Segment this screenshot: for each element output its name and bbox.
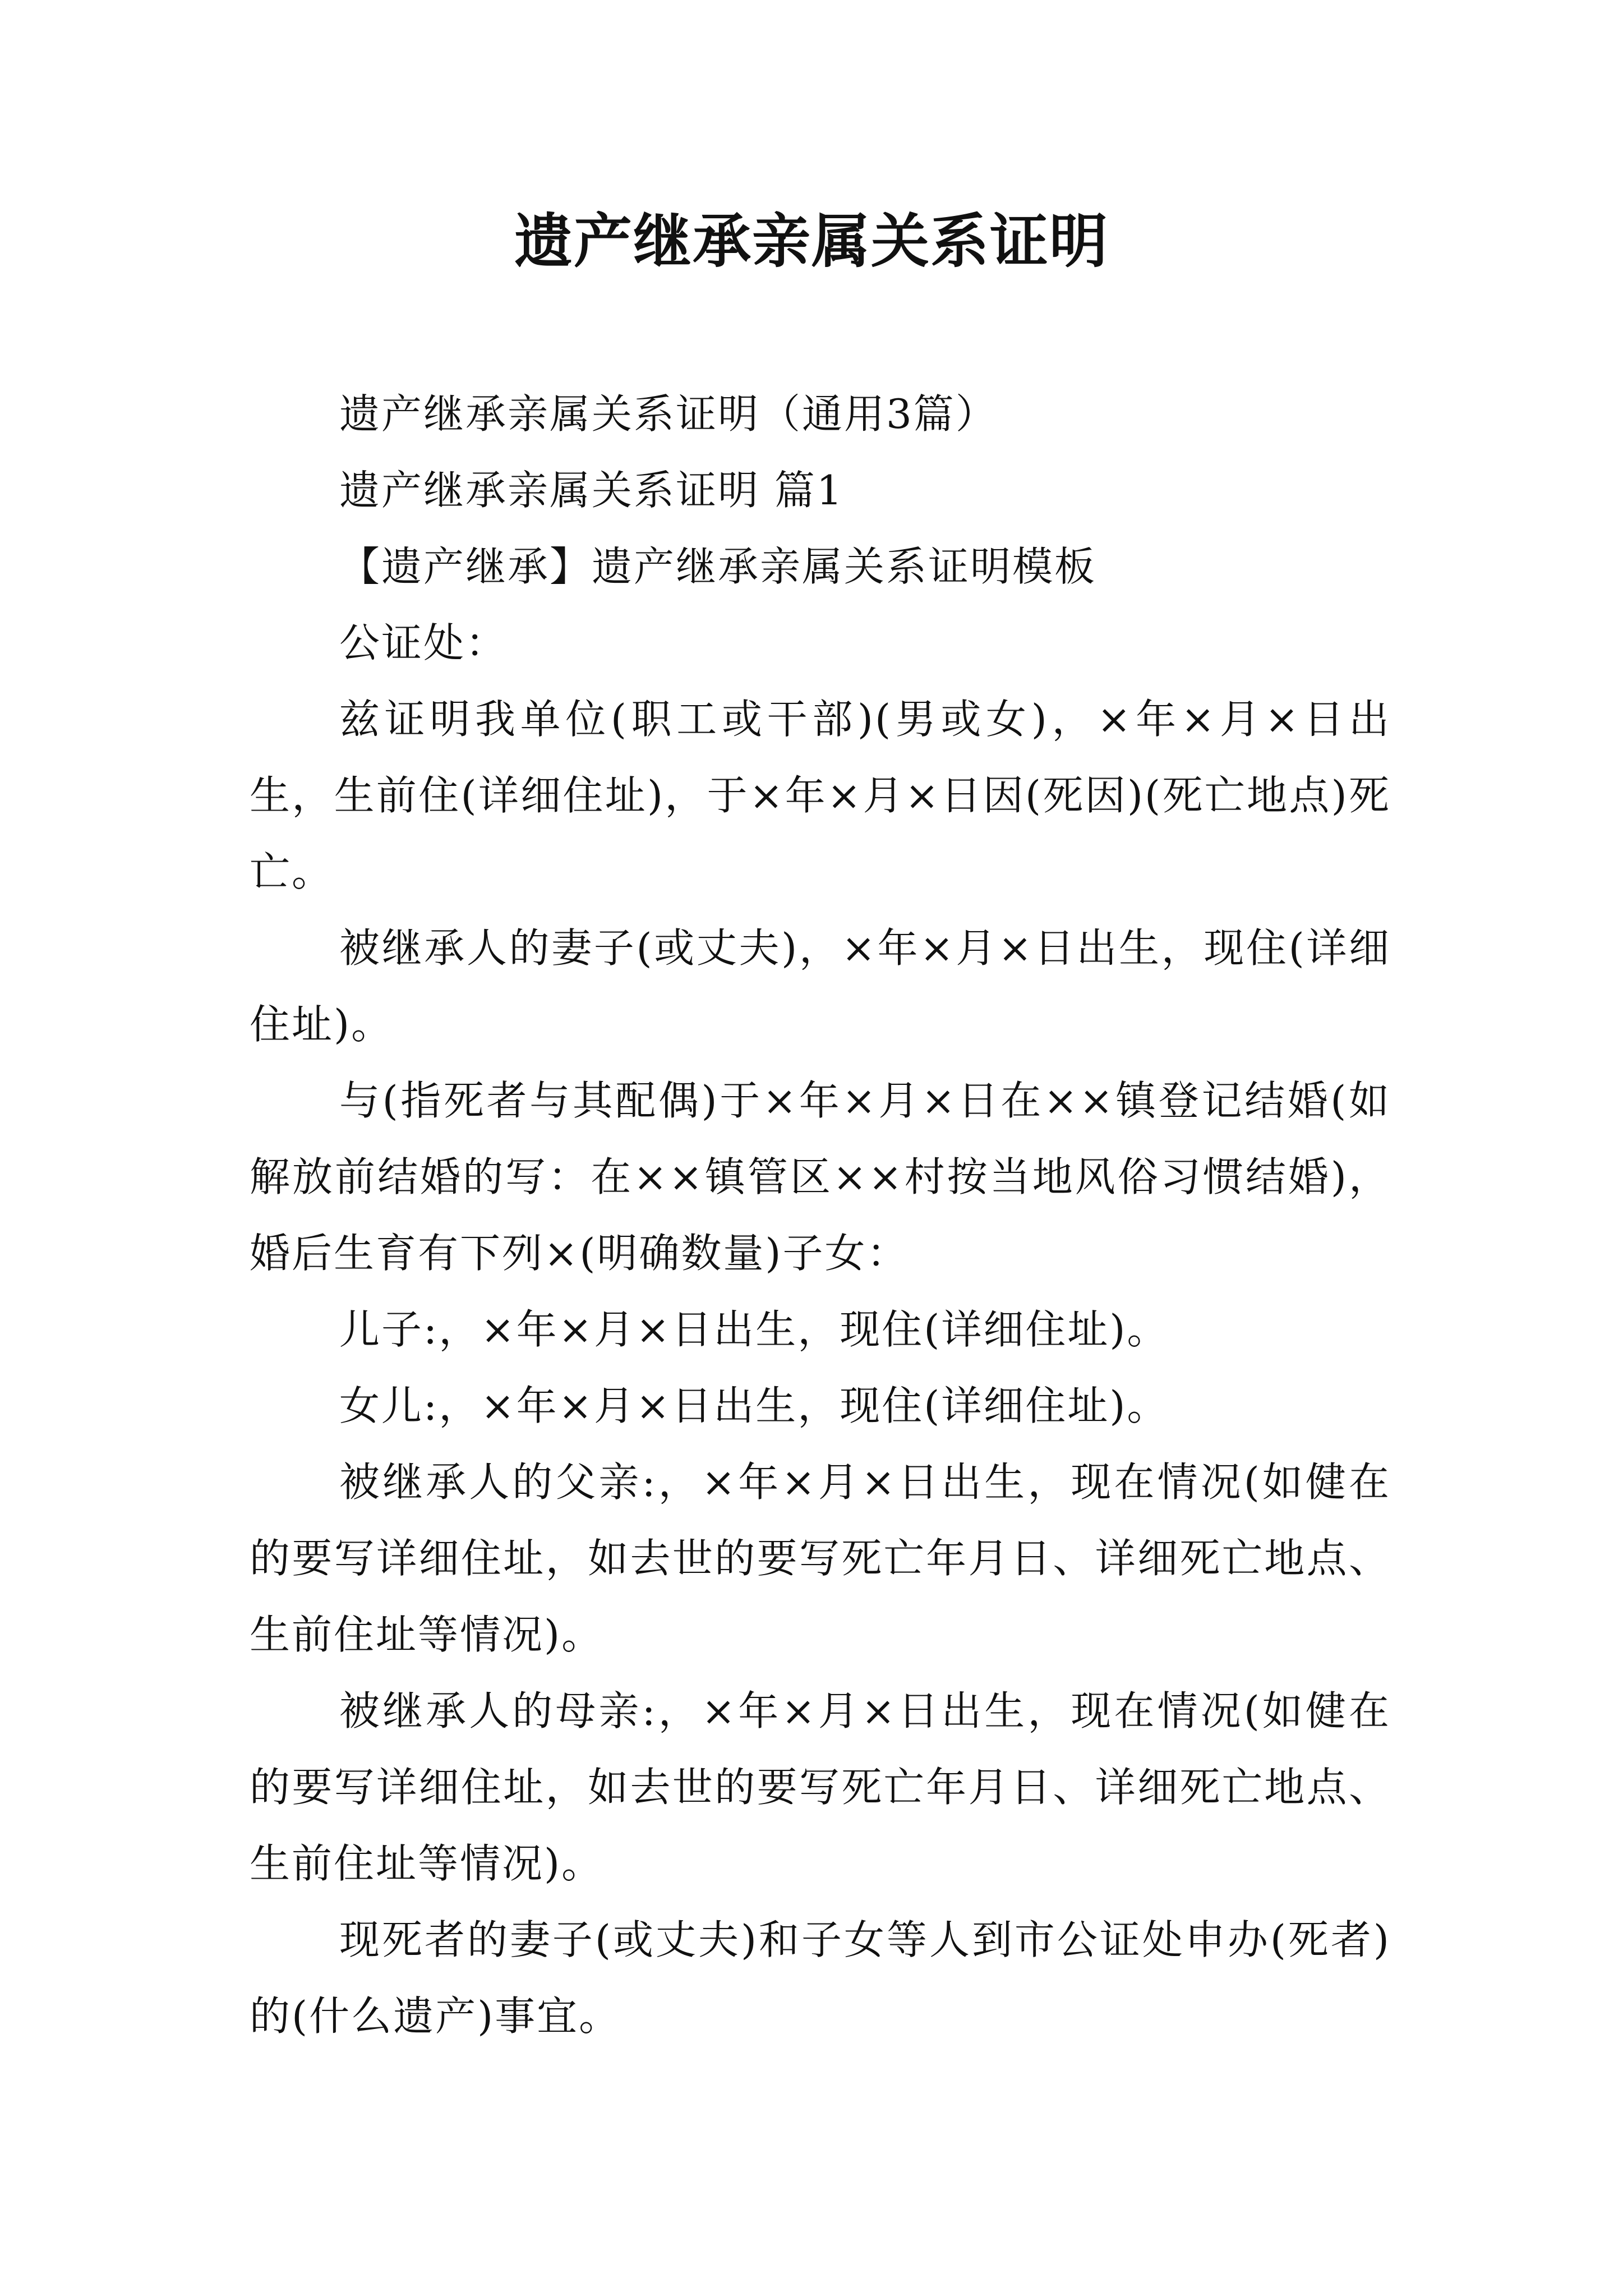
document-body xyxy=(250,376,1391,2054)
paragraph-application: 现死者的妻子(或丈夫)和子女等人到市公证处申办(死者)的(什么遗产)事宜。 xyxy=(250,1916,1391,2040)
paragraph-son-info: 儿子:，×年×月×日出生，现住(详细住址)。 xyxy=(339,1306,1169,1353)
paragraph-section-heading: 遗产继承亲属关系证明 篇1 xyxy=(339,467,844,514)
paragraph-deceased-info: 兹证明我单位(职工或干部)(男或女)，×年×月×日出生，生前住(详细住址)，于×年×月×日因(死因)(死亡地点)死亡。 xyxy=(250,696,1391,895)
document-title: 遗产继承亲属关系证明 xyxy=(514,206,1109,275)
paragraph-daughter-info: 女儿:，×年×月×日出生，现住(详细住址)。 xyxy=(339,1382,1169,1429)
paragraph-addressee: 公证处： xyxy=(339,619,508,666)
paragraph-marriage-info: 与(指死者与其配偶)于×年×月×日在××镇登记结婚(如解放前结婚的写：在××镇管区××村按当地风俗习惯结婚)，婚后生育有下列×(明确数量)子女： xyxy=(250,1077,1391,1277)
paragraph-subtitle: 遗产继承亲属关系证明（通用3篇） xyxy=(339,390,998,438)
paragraph-mother-info: 被继承人的母亲:，×年×月×日出生，现在情况(如健在的要写详细住址，如去世的要写死亡年月日、详细死亡地点、生前住址等情况)。 xyxy=(250,1687,1391,1887)
paragraph-father-info: 被继承人的父亲:，×年×月×日出生，现在情况(如健在的要写详细住址，如去世的要写死亡年月日、详细死亡地点、生前住址等情况)。 xyxy=(250,1458,1391,1658)
paragraph-spouse-info: 被继承人的妻子(或丈夫)，×年×月×日出生，现住(详细住址)。 xyxy=(250,924,1391,1048)
paragraph-template-heading: 【遗产继承】遗产继承亲属关系证明模板 xyxy=(339,543,1097,590)
